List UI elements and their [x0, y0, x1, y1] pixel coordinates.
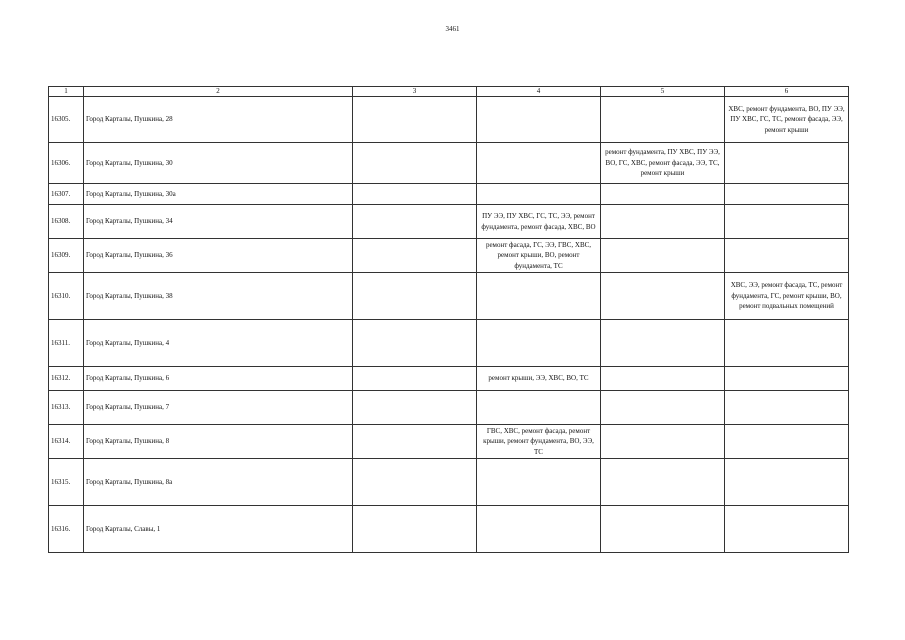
row-address: Город Карталы, Пушкина, 4 [84, 320, 353, 367]
row-col6 [725, 239, 849, 273]
row-col5 [601, 97, 725, 143]
row-col5 [601, 425, 725, 459]
table-row [49, 391, 849, 425]
row-col3 [353, 97, 477, 143]
row-address: Город Карталы, Пушкина, 38 [84, 273, 353, 320]
row-number: 16314. [49, 425, 84, 459]
row-col3 [353, 239, 477, 273]
row-col4 [477, 184, 601, 205]
row-col5: ремонт фундамента, ПУ ХВС, ПУ ЭЭ, ВО, ГС, ХВС, ремонт фасада, ЭЭ, ТС, ремонт крыши [601, 143, 725, 184]
row-col5 [601, 184, 725, 205]
row-number: 16305. [49, 97, 84, 143]
row-col4 [477, 273, 601, 320]
row-col6 [725, 184, 849, 205]
row-col3 [353, 367, 477, 391]
row-col4 [477, 391, 601, 425]
row-col6 [725, 320, 849, 367]
row-col3 [353, 391, 477, 425]
row-col3 [353, 506, 477, 553]
row-col4 [477, 143, 601, 184]
row-number: 16308. [49, 205, 84, 239]
row-col6 [725, 459, 849, 506]
row-number: 16316. [49, 506, 84, 553]
col-header-2: 2 [84, 87, 353, 97]
table-row [49, 205, 849, 239]
row-address: Город Карталы, Пушкина, 34 [84, 205, 353, 239]
table-row [49, 184, 849, 205]
row-col5 [601, 459, 725, 506]
row-col4 [477, 320, 601, 367]
row-col4 [477, 506, 601, 553]
row-col5 [601, 506, 725, 553]
row-address: Город Карталы, Пушкина, 36 [84, 239, 353, 273]
row-col4: ПУ ЭЭ, ПУ ХВС, ГС, ТС, ЭЭ, ремонт фундамента, ремонт фасада, ХВС, ВО [477, 205, 601, 239]
row-col3 [353, 143, 477, 184]
row-col4 [477, 459, 601, 506]
row-col3 [353, 459, 477, 506]
row-col4: ремонт фасада, ГС, ЭЭ, ГВС, ХВС, ремонт крыши, ВО, ремонт фундамента, ТС [477, 239, 601, 273]
row-address: Город Карталы, Славы, 1 [84, 506, 353, 553]
page-number: 3461 [445, 25, 460, 33]
row-col5 [601, 391, 725, 425]
row-number: 16306. [49, 143, 84, 184]
row-col6 [725, 143, 849, 184]
row-address: Город Карталы, Пушкина, 7 [84, 391, 353, 425]
row-col6 [725, 391, 849, 425]
row-col6: ХВС, ЭЭ, ремонт фасада, ТС, ремонт фундамента, ГС, ремонт крыши, ВО, ремонт подвальных помещений [725, 273, 849, 320]
table-row [49, 273, 849, 320]
row-col3 [353, 273, 477, 320]
table-row [49, 506, 849, 553]
row-col6 [725, 205, 849, 239]
table-header-row [49, 87, 849, 97]
table-row [49, 143, 849, 184]
row-number: 16307. [49, 184, 84, 205]
row-col5 [601, 367, 725, 391]
row-address: Город Карталы, Пушкина, 8 [84, 425, 353, 459]
row-col4: ГВС, ХВС, ремонт фасада, ремонт крыши, ремонт фундамента, ВО, ЭЭ, ТС [477, 425, 601, 459]
row-number: 16311. [49, 320, 84, 367]
col-header-1: 1 [49, 87, 84, 97]
col-header-3: 3 [353, 87, 477, 97]
works-table [48, 86, 849, 553]
row-address: Город Карталы, Пушкина, 28 [84, 97, 353, 143]
table-row [49, 320, 849, 367]
row-col4: ремонт крыши, ЭЭ, ХВС, ВО, ТС [477, 367, 601, 391]
row-address: Город Карталы, Пушкина, 8а [84, 459, 353, 506]
col-header-4: 4 [477, 87, 601, 97]
row-number: 16310. [49, 273, 84, 320]
row-col3 [353, 205, 477, 239]
row-col5 [601, 273, 725, 320]
row-col3 [353, 184, 477, 205]
table-row [49, 367, 849, 391]
row-col5 [601, 320, 725, 367]
row-col6 [725, 506, 849, 553]
row-col5 [601, 239, 725, 273]
row-number: 16312. [49, 367, 84, 391]
table-row [49, 425, 849, 459]
row-col3 [353, 320, 477, 367]
row-col5 [601, 205, 725, 239]
row-number: 16315. [49, 459, 84, 506]
row-col6: ХВС, ремонт фундамента, ВО, ПУ ЭЭ, ПУ ХВС, ГС, ТС, ремонт фасада, ЭЭ, ремонт крыши [725, 97, 849, 143]
row-number: 16313. [49, 391, 84, 425]
col-header-6: 6 [725, 87, 849, 97]
row-address: Город Карталы, Пушкина, 6 [84, 367, 353, 391]
row-address: Город Карталы, Пушкина, 30а [84, 184, 353, 205]
row-number: 16309. [49, 239, 84, 273]
col-header-5: 5 [601, 87, 725, 97]
table-row [49, 239, 849, 273]
row-col4 [477, 97, 601, 143]
row-col6 [725, 367, 849, 391]
table-row [49, 97, 849, 143]
row-col3 [353, 425, 477, 459]
row-address: Город Карталы, Пушкина, 30 [84, 143, 353, 184]
table-row [49, 459, 849, 506]
row-col6 [725, 425, 849, 459]
